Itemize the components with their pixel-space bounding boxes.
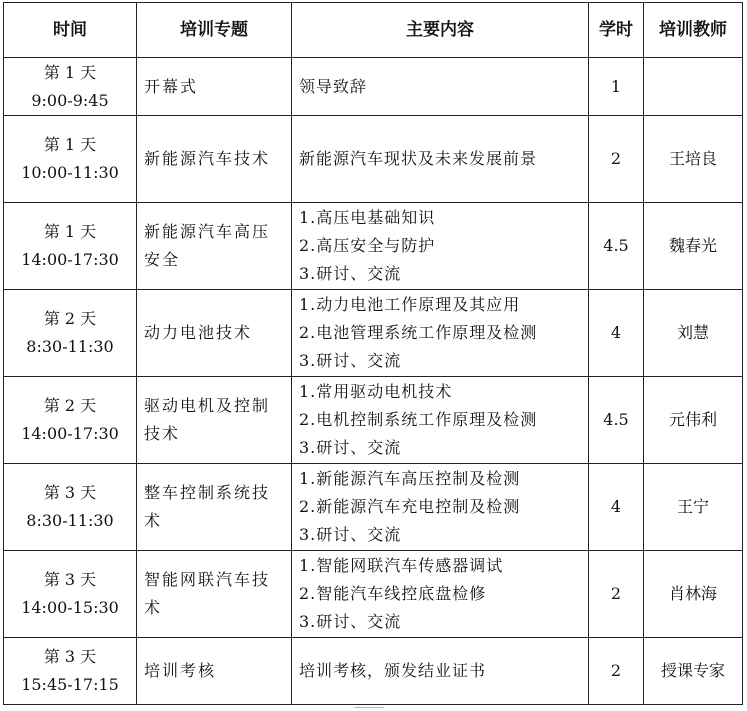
- time-range: 10:00-11:30: [21, 163, 119, 182]
- topic-cell: [137, 290, 292, 377]
- table-row: [4, 377, 743, 464]
- time-cell: [4, 377, 137, 464]
- teacher-cell: [644, 58, 743, 116]
- topic-cell: [137, 638, 292, 705]
- content-line: 1.新能源汽车高压控制及检测: [299, 469, 521, 488]
- topic-line: 新能源汽车技术: [144, 149, 271, 168]
- day-label: 第 3 天: [43, 570, 97, 589]
- content-line: 领导致辞: [299, 76, 368, 96]
- topic-cell: [137, 551, 292, 638]
- content-line: 新能源汽车现状及未来发展前景: [299, 149, 538, 168]
- time-cell: [4, 116, 137, 203]
- header-row: [4, 3, 743, 58]
- time-cell: [4, 58, 137, 116]
- content-cell: [292, 58, 589, 116]
- topic-line: 智能网联汽车技: [144, 570, 271, 589]
- day-label: 第 2 天: [43, 396, 97, 415]
- time-range: 14:00-17:30: [21, 250, 119, 269]
- table-row: [4, 116, 743, 203]
- table-row: [4, 290, 743, 377]
- content-line: 1.常用驱动电机技术: [299, 382, 453, 401]
- hours-cell: 1: [589, 58, 644, 116]
- header-content: 主要内容: [292, 3, 589, 58]
- day-label: 第 2 天: [43, 309, 97, 328]
- schedule-table: [3, 2, 743, 705]
- header-teacher: 培训教师: [644, 3, 743, 58]
- time-range: 9:00-9:45: [31, 90, 109, 110]
- hours-cell: 2: [589, 551, 644, 638]
- topic-cell: [137, 377, 292, 464]
- table-row: [4, 551, 743, 638]
- time-range: 8:30-11:30: [26, 511, 114, 530]
- teacher-cell: 肖林海: [644, 551, 743, 638]
- content-line: 1.智能网联汽车传感器调试: [299, 556, 504, 575]
- content-line: 2.智能汽车线控底盘检修: [299, 584, 487, 603]
- content-line: 2.高压安全与防护: [299, 236, 436, 255]
- table-row: [4, 203, 743, 290]
- day-label: 第 1 天: [43, 222, 97, 241]
- content-cell: [292, 464, 589, 551]
- table-row: [4, 638, 743, 705]
- hours-cell: 4: [589, 464, 644, 551]
- day-label: 第 3 天: [43, 647, 97, 666]
- time-range: 14:00-17:30: [21, 424, 119, 443]
- hours-cell: 4.5: [589, 377, 644, 464]
- content-cell: [292, 116, 589, 203]
- topic-line: 术: [144, 511, 163, 530]
- content-line: 3.研讨、交流: [299, 438, 402, 457]
- day-label: 第 1 天: [43, 135, 97, 154]
- content-cell: [292, 290, 589, 377]
- time-range: 15:45-17:15: [21, 675, 119, 694]
- teacher-cell: 授课专家: [644, 638, 743, 705]
- hours-cell: 2: [589, 638, 644, 705]
- topic-line: 开幕式: [144, 76, 199, 96]
- content-cell: [292, 203, 589, 290]
- topic-cell: [137, 464, 292, 551]
- content-line: 3.研讨、交流: [299, 612, 402, 631]
- content-line: 2.新能源汽车充电控制及检测: [299, 497, 521, 516]
- topic-line: 培训考核: [144, 661, 217, 680]
- content-line: 2.电机控制系统工作原理及检测: [299, 410, 538, 429]
- topic-line: 整车控制系统技: [144, 483, 271, 502]
- teacher-cell: 王培良: [644, 116, 743, 203]
- hours-cell: 2: [589, 116, 644, 203]
- content-line: 3.研讨、交流: [299, 525, 402, 544]
- time-cell: [4, 551, 137, 638]
- table-row: [4, 58, 743, 116]
- content-cell: [292, 377, 589, 464]
- day-label: 第 1 天: [43, 62, 97, 82]
- header-topic: 培训专题: [137, 3, 292, 58]
- hours-cell: 4: [589, 290, 644, 377]
- topic-cell: [137, 203, 292, 290]
- teacher-cell: 王宁: [644, 464, 743, 551]
- topic-line: 驱动电机及控制: [144, 396, 271, 415]
- topic-line: 新能源汽车高压: [144, 222, 271, 241]
- content-line: 1.动力电池工作原理及其应用: [299, 295, 521, 314]
- content-line: 培训考核，颁发结业证书: [299, 661, 487, 680]
- time-range: 14:00-15:30: [21, 598, 119, 617]
- teacher-cell: 刘慧: [644, 290, 743, 377]
- table-row: [4, 464, 743, 551]
- teacher-cell: 元伟利: [644, 377, 743, 464]
- content-line: 3.研讨、交流: [299, 264, 402, 283]
- topic-line: 术: [144, 598, 163, 617]
- time-cell: [4, 290, 137, 377]
- day-label: 第 3 天: [43, 483, 97, 502]
- hours-cell: 4.5: [589, 203, 644, 290]
- time-range: 8:30-11:30: [26, 337, 114, 356]
- topic-line: 安全: [144, 250, 181, 269]
- footer-divider: [354, 707, 384, 708]
- content-line: 1.高压电基础知识: [299, 208, 436, 227]
- topic-line: 动力电池技术: [144, 323, 253, 342]
- teacher-cell: 魏春光: [644, 203, 743, 290]
- time-cell: [4, 464, 137, 551]
- topic-cell: [137, 116, 292, 203]
- content-line: 2.电池管理系统工作原理及检测: [299, 323, 538, 342]
- topic-line: 技术: [144, 424, 181, 443]
- content-cell: [292, 551, 589, 638]
- time-cell: [4, 638, 137, 705]
- content-cell: [292, 638, 589, 705]
- header-hours: 学时: [589, 3, 644, 58]
- time-cell: [4, 203, 137, 290]
- content-line: 3.研讨、交流: [299, 351, 402, 370]
- header-time: 时间: [4, 3, 137, 58]
- topic-cell: [137, 58, 292, 116]
